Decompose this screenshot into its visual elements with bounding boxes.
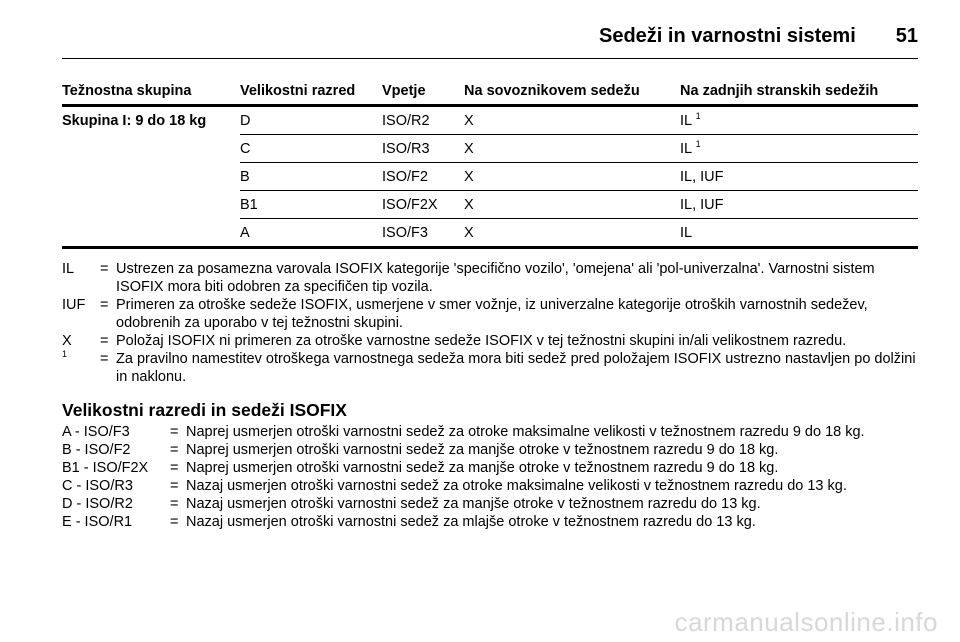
class-text: Nazaj usmerjen otroški varnostni sedež za mlajše otroke v težnostnem razredu do 13 kg. (186, 514, 756, 530)
front-seat-cell: X (464, 163, 680, 191)
size-cell: D (240, 106, 382, 135)
legend-equals: = (100, 297, 109, 313)
table-row (62, 163, 918, 191)
fixture-cell: ISO/F3 (382, 219, 464, 248)
class-text: Naprej usmerjen otroški varnostni sedež za manjše otroke v težnostnem razredu 9 do 18 kg. (186, 460, 779, 476)
legend-text: Za pravilno namestitev otroškega varnostnega sedeža mora biti sedež pred položajem ISOFIX ustrezno nastavljen po dolžini in naklonu. (116, 351, 916, 385)
class-term: B - ISO/F2 (62, 442, 131, 458)
list-item (62, 441, 922, 459)
legend-term: X (62, 333, 72, 349)
table-row (62, 219, 918, 248)
size-class-list (62, 423, 922, 531)
list-item (62, 513, 922, 531)
page-header (62, 18, 918, 54)
class-term: C - ISO/R3 (62, 478, 133, 494)
legend-equals: = (100, 333, 109, 349)
section-heading: Velikostni razredi in sedeži ISOFIX (62, 400, 347, 420)
col-header-fixture: Vpetje (382, 80, 464, 106)
legend-item (62, 296, 922, 332)
col-header-front-seat: Na sovoznikovem sedežu (464, 80, 680, 106)
legend-equals: = (100, 351, 109, 367)
header-divider (62, 58, 918, 59)
col-header-weight-group: Težnostna skupina (62, 80, 240, 106)
list-item (62, 423, 922, 441)
legend-term (62, 350, 100, 386)
rear-seat-cell: IL, IUF (680, 163, 918, 191)
class-text: Naprej usmerjen otroški varnostni sedež za otroke maksimalne velikosti v težnostnem razredu 9 do 18 kg. (186, 424, 865, 440)
legend-text: Položaj ISOFIX ni primeren za otroške varnostne sedeže ISOFIX v tej težnostni skupini in/ali velikostnem razredu. (116, 333, 847, 349)
front-seat-cell: X (464, 219, 680, 248)
rear-seat-cell (680, 106, 918, 135)
table-row (62, 135, 918, 163)
class-term: A - ISO/F3 (62, 424, 130, 440)
table-row (62, 191, 918, 219)
col-header-rear-seats: Na zadnjih stranskih sedežih (680, 80, 918, 106)
list-item (62, 495, 922, 513)
class-text: Naprej usmerjen otroški varnostni sedež za manjše otroke v težnostnem razredu 9 do 18 kg. (186, 442, 779, 458)
size-cell: B1 (240, 191, 382, 219)
weight-group-cell-empty (62, 219, 240, 248)
list-item (62, 459, 922, 477)
table-row (62, 106, 918, 135)
size-cell: A (240, 219, 382, 248)
footnote-marker: 1 (62, 349, 68, 360)
rear-seat-cell: IL, IUF (680, 191, 918, 219)
rear-seat-cell (680, 135, 918, 163)
front-seat-cell: X (464, 106, 680, 135)
legend-item (62, 260, 922, 296)
footnote-marker: 1 (695, 111, 701, 122)
legend-text: Ustrezen za posamezna varovala ISOFIX kategorije 'specifično vozilo', 'omejena' ali 'pol-univerzalna'. Varnostni sistem ISOFIX mora biti odobren za specifičen tip vozila. (116, 261, 875, 295)
table-header-row (62, 80, 918, 106)
class-equals: = (170, 496, 179, 512)
col-header-size-class: Velikostni razred (240, 80, 382, 106)
class-term: E - ISO/R1 (62, 514, 133, 530)
weight-group-cell-empty (62, 191, 240, 219)
class-term: D - ISO/R2 (62, 496, 133, 512)
page-title: Sedeži in varnostni sistemi (599, 24, 856, 47)
weight-group-cell-empty (62, 135, 240, 163)
class-equals: = (170, 460, 179, 476)
fixture-cell: ISO/F2X (382, 191, 464, 219)
rear-seat-cell: IL (680, 219, 918, 248)
legend-item (62, 350, 922, 386)
footnote-marker: 1 (695, 139, 701, 150)
legend-item (62, 332, 922, 350)
fixture-cell: ISO/R2 (382, 106, 464, 135)
legend-equals: = (100, 261, 109, 277)
legend-term: IL (62, 261, 75, 277)
class-equals: = (170, 442, 179, 458)
class-text: Nazaj usmerjen otroški varnostni sedež za otroke maksimalne velikosti v težnostnem razredu do 13 kg. (186, 478, 847, 494)
class-term: B1 - ISO/F2X (62, 460, 149, 476)
legend-term: IUF (62, 297, 86, 313)
isofix-table (62, 80, 918, 249)
class-equals: = (170, 514, 179, 530)
page-number: 51 (895, 24, 918, 47)
weight-group-cell-empty (62, 163, 240, 191)
fixture-cell: ISO/F2 (382, 163, 464, 191)
fixture-cell: ISO/R3 (382, 135, 464, 163)
watermark-text: carmanualsonline.info (674, 607, 938, 637)
table-legend (62, 260, 922, 386)
rear-value: IL (680, 113, 692, 129)
class-equals: = (170, 424, 179, 440)
front-seat-cell: X (464, 135, 680, 163)
size-cell: B (240, 163, 382, 191)
list-item (62, 477, 922, 495)
legend-text: Primeren za otroške sedeže ISOFIX, usmerjene v smer vožnje, iz univerzalne kategorije otroških varnostnih sedežev, odobrenih za uporabo v tej težnostni skupini. (116, 297, 868, 331)
weight-group-cell: Skupina I: 9 do 18 kg (62, 113, 207, 129)
front-seat-cell: X (464, 191, 680, 219)
class-text: Nazaj usmerjen otroški varnostni sedež za manjše otroke v težnostnem razredu do 13 kg. (186, 496, 761, 512)
rear-value: IL (680, 141, 692, 157)
size-cell: C (240, 135, 382, 163)
class-equals: = (170, 478, 179, 494)
